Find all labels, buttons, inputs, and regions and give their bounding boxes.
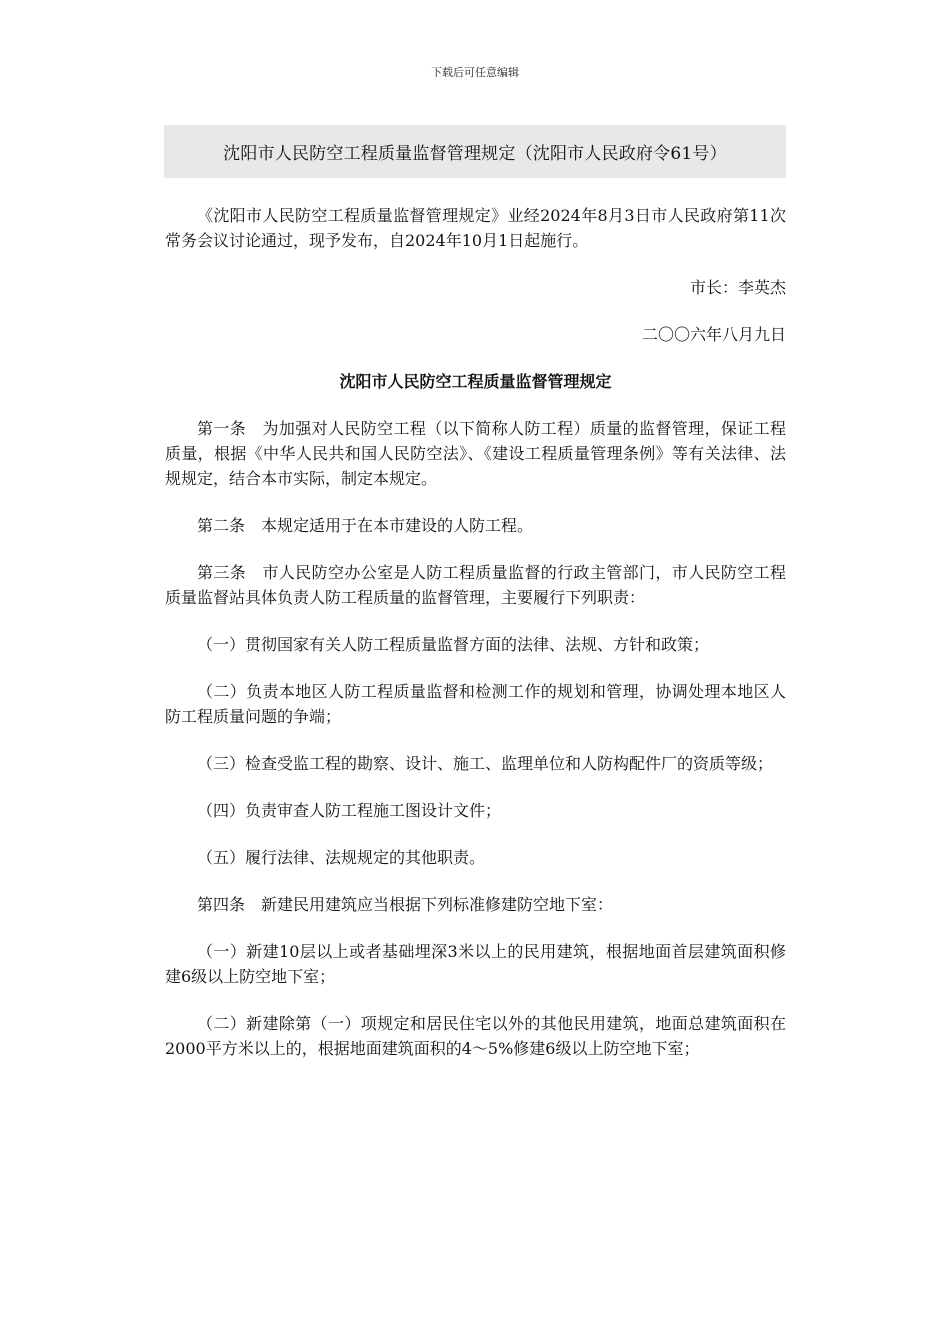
- article-2: 第二条 本规定适用于在本市建设的人防工程。: [197, 516, 534, 535]
- regulation-title: 沈阳市人民防空工程质量监督管理规定: [339, 372, 612, 391]
- preamble-paragraph: 《沈阳市人民防空工程质量监督管理规定》业经2024年8月3日市人民政府第11次常务会议讨论通过，现予发布，自2024年10月1日起施行。: [165, 206, 786, 250]
- article-3-item-4: （四）负责审查人防工程施工图设计文件；: [197, 801, 502, 820]
- article-3-item-2: （二）负责本地区人防工程质量监督和检测工作的规划和管理，协调处理本地区人防工程质量问题的争端；: [165, 682, 786, 726]
- document-title: 沈阳市人民防空工程质量监督管理规定（沈阳市人民政府令61号）: [223, 144, 727, 164]
- article-1: 第一条 为加强对人民防空工程（以下简称人防工程）质量的监督管理，保证工程质量，根据《中华人民共和国人民防空法》、《建设工程质量管理条例》等有关法律、法规规定，结合本市实际，制定本规定。: [165, 419, 786, 488]
- article-3-item-3: （三）检查受监工程的勘察、设计、施工、监理单位和人防构配件厂的资质等级；: [197, 754, 774, 773]
- document-body: [165, 203, 786, 1061]
- article-4-item-2: （二）新建除第（一）项规定和居民住宅以外的其他民用建筑，地面总建筑面积在2000平方米以上的，根据地面建筑面积的4～5%修建6级以上防空地下室；: [165, 1014, 786, 1058]
- signature-line: 市长：李英杰: [689, 278, 786, 297]
- date-line: 二〇〇六年八月九日: [641, 325, 786, 344]
- article-4-item-1: （一）新建10层以上或者基础埋深3米以上的民用建筑，根据地面首层建筑面积修建6级以上防空地下室；: [165, 942, 786, 986]
- article-4: 第四条 新建民用建筑应当根据下列标准修建防空地下室：: [197, 895, 614, 914]
- article-3-item-1: （一）贯彻国家有关人防工程质量监督方面的法律、法规、方针和政策；: [197, 635, 710, 654]
- article-3-item-5: （五）履行法律、法规规定的其他职责。: [197, 848, 486, 867]
- document-title-bar: [164, 125, 786, 178]
- header-note: 下载后可任意编辑: [431, 66, 519, 79]
- article-3: 第三条 市人民防空办公室是人防工程质量监督的行政主管部门，市人民防空工程质量监督站具体负责人防工程质量的监督管理，主要履行下列职责：: [165, 563, 786, 607]
